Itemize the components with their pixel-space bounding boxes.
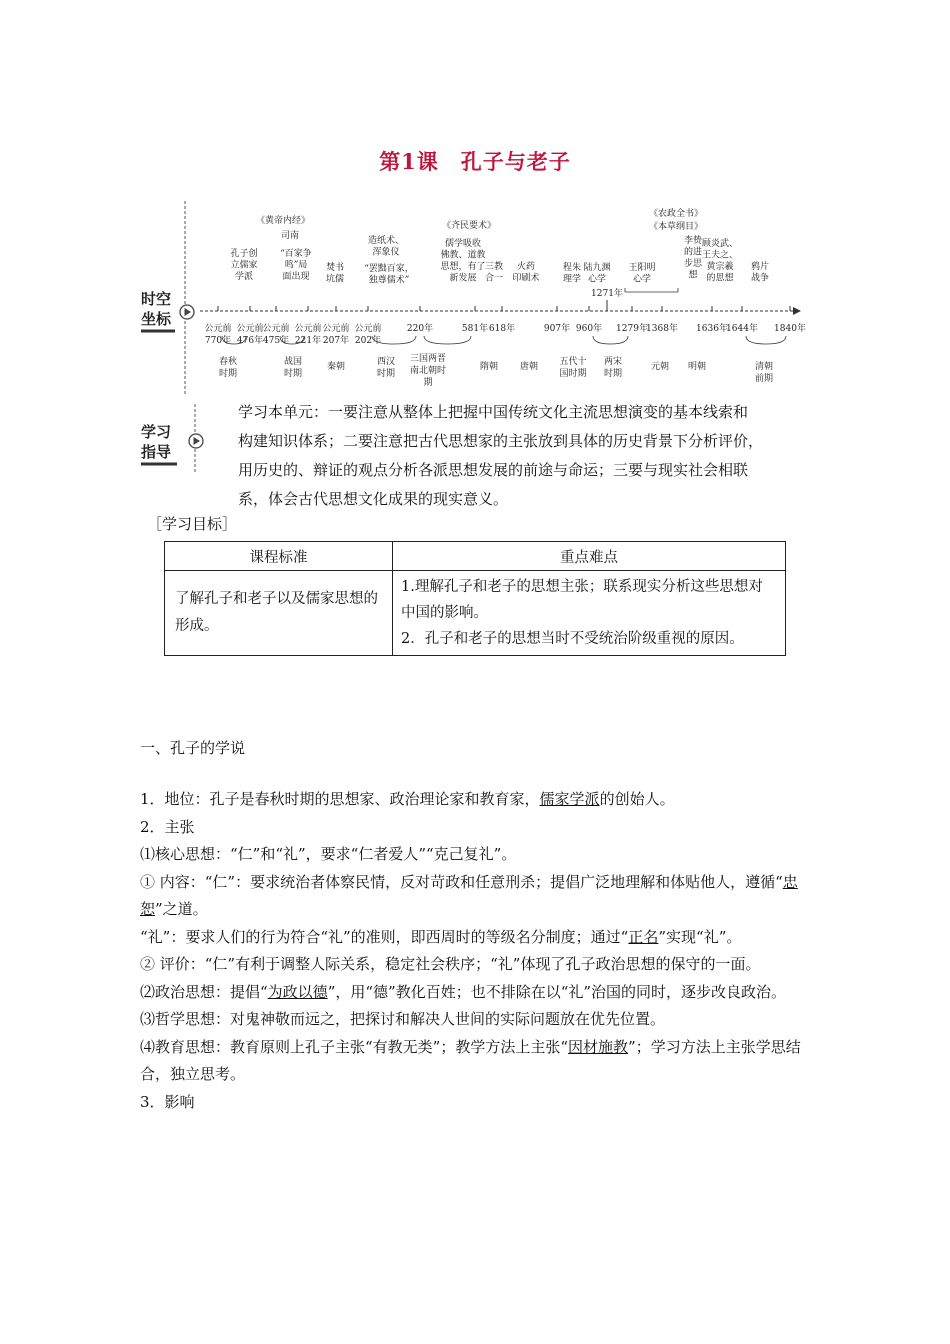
paragraph-evaluation: ② 评价：“仁”有利于调整人际关系，稳定社会秩序；“礼”体现了孔子政治思想的保守的一面。 [140,955,761,973]
timeline-event: 顾炎武、王夫之、黄宗羲的思想 [701,239,739,284]
header-standard: 课程标准 [165,542,393,571]
timeline-date: 1271年 [591,289,623,299]
underlined-term: 因材施教 [568,1037,629,1056]
standard-cell: 了解孔子和老子以及儒家思想的形成。 [165,571,393,656]
goals-label: ［学习目标］ [147,515,238,533]
timeline-date: 1840年 [774,324,806,334]
timeline-event: “百家争鸣”局面出现 [280,249,312,282]
timeline-date: 公元前 202年 [354,324,382,346]
timeline-event: “罢黜百家，独尊儒术” [364,264,414,286]
timeline-event: 《农政全书》 [648,209,704,219]
timeline-period: 两宋时期 [603,357,623,379]
paragraph-core: ⑴核心思想：“仁”和“礼”，要求“仁者爱人”“克己复礼”。 [140,845,517,863]
guide-line: 用历史的、辩证的观点分析各派思想发展的前途与命运；三要与现实社会相联 [238,461,749,479]
section-heading: 一、孔子的学说 [140,739,246,757]
timeline-date: 1368年 [646,324,678,334]
guide-line: 学习本单元：一要注意从整体上把握中国传统文化主流思想演变的基本线索和 [238,403,749,421]
timeline-event: 造纸术、浑象仪 [367,236,405,258]
timeline-event: 《本草纲目》 [648,222,704,232]
study-guide-label [130,404,230,474]
guide-label-2: 指导 [141,443,172,461]
page-title: 第1课 孔子与老子 [379,149,571,174]
section-body [140,786,815,1116]
paragraph-status [140,786,815,814]
timeline-label-2: 坐标 [141,310,172,328]
timeline-event: 程朱理学 [562,263,582,285]
timeline-event: 鸦片战争 [750,262,770,284]
text: ”实现“礼”。 [658,927,742,946]
period-bracket [424,336,471,344]
text: ”；学习方法上主张学思结合，独立思考。 [140,1037,801,1083]
timeline-period: 秦朝 [326,362,346,372]
timeline-date: 公元前 207年 [322,324,350,346]
timeline-period: 唐朝 [519,362,539,372]
timeline-date: 公元前 475年 [262,324,290,346]
text: ① 内容：“仁”：要求统治者体察民情，反对苛政和任意刑杀；提倡广泛地理解和体贴他人，遵循“ [140,872,783,891]
timeline-event: 陆九渊心学 [583,263,611,285]
timeline-date: 618年 [488,324,516,334]
text: “礼”：要求人们的行为符合“礼”的准则，即西周时的等级名分制度；通过“ [140,927,629,946]
timeline-period: 清朝前期 [754,362,774,384]
timeline-period: 战国时期 [283,357,303,379]
timeline-period: 明朝 [687,362,707,372]
text: ⑵政治思想：提倡“ [140,982,268,1001]
paragraph-education [140,1034,815,1089]
timeline-event: 火药印刷术 [512,262,540,284]
timeline-period: 春秋时期 [218,357,238,379]
underlined-term: 儒家学派 [539,790,600,808]
timeline-event: 孔子创立儒家学派 [230,249,258,282]
guide-label-1: 学习 [141,423,172,441]
text: ⑷教育思想：教育原则上孔子主张“有教无类”；教学方法上主张“ [140,1037,569,1056]
timeline-date: 公元前 476年 [236,324,264,346]
guide-line: 系，体会古代思想文化成果的现实意义。 [238,490,509,508]
timeline-date: 公元前 770年 [204,324,232,346]
period-bracket [746,336,786,344]
event-bracket [625,288,678,292]
history-timeline [130,196,820,396]
timeline-date: 1644年 [726,324,758,334]
underlined-term: 忠恕 [140,872,798,918]
key-point: 2．孔子和老子的思想当时不受统治阶级重视的原因。 [401,631,744,647]
header-key-points: 重点难点 [393,542,786,571]
study-guide-text [238,398,833,514]
paragraph-content [140,869,815,924]
timeline-event: 焚书坑儒 [325,263,345,285]
timeline-date: 220年 [406,324,434,334]
timeline-event: 儒学吸收佛教、道教思想，有了新发展 [440,239,486,284]
text: 的创始人。 [599,790,675,808]
timeline-date: 1636年 [696,324,728,334]
timeline-period: 隋朝 [479,362,499,372]
paragraph-politics [140,979,815,1007]
timeline-date: 1279年 [616,324,648,334]
paragraph-ideas: 2．主张 [140,817,195,836]
timeline-event: 《黄帝内经》 [255,216,311,226]
text: ”之道。 [155,900,208,918]
goals-table [164,541,786,656]
timeline-date: 581年 [461,324,489,334]
timeline-period: 西汉时期 [376,357,396,379]
underlined-term: 正名 [628,927,659,946]
period-bracket [593,336,628,344]
text: ”，用“德”教化百姓；也不排除在以“礼”治国的同时，逐步改良政治。 [327,982,787,1001]
timeline-event: 司南 [280,231,300,241]
timeline-event: 李贽的进步思想 [683,236,703,281]
guide-line: 构建知识体系；二要注意把古代思想家的主张放到具体的历史背景下分析评价， [238,432,764,450]
text: 1．地位：孔子是春秋时期的思想家、政治理论家和教育家， [140,790,540,808]
timeline-date: 960年 [575,324,603,334]
timeline-event: 《齐民要术》 [441,221,497,231]
key-points-cell [393,571,786,656]
timeline-period: 三国两晋南北朝时期 [409,354,447,388]
timeline-period: 五代十国时期 [559,357,587,379]
timeline-date: 公元前 221年 [294,324,322,346]
timeline-label-1: 时空 [141,290,172,308]
paragraph-li [140,924,815,952]
underlined-term: 为政以德 [267,982,328,1001]
paragraph-philosophy: ⑶哲学思想：对鬼神敬而远之，把探讨和解决人世间的实际问题放在优先位置。 [140,1010,666,1028]
timeline-date: 907年 [543,324,571,334]
timeline-event: 王阳明心学 [628,263,656,285]
timeline-event: 三教合一 [484,262,504,284]
timeline-period: 元朝 [650,362,670,372]
paragraph-influence: 3．影响 [140,1092,195,1111]
key-point: 1.理解孔子和老子的思想主张；联系现实分析这些思想对中国的影响。 [401,579,763,621]
